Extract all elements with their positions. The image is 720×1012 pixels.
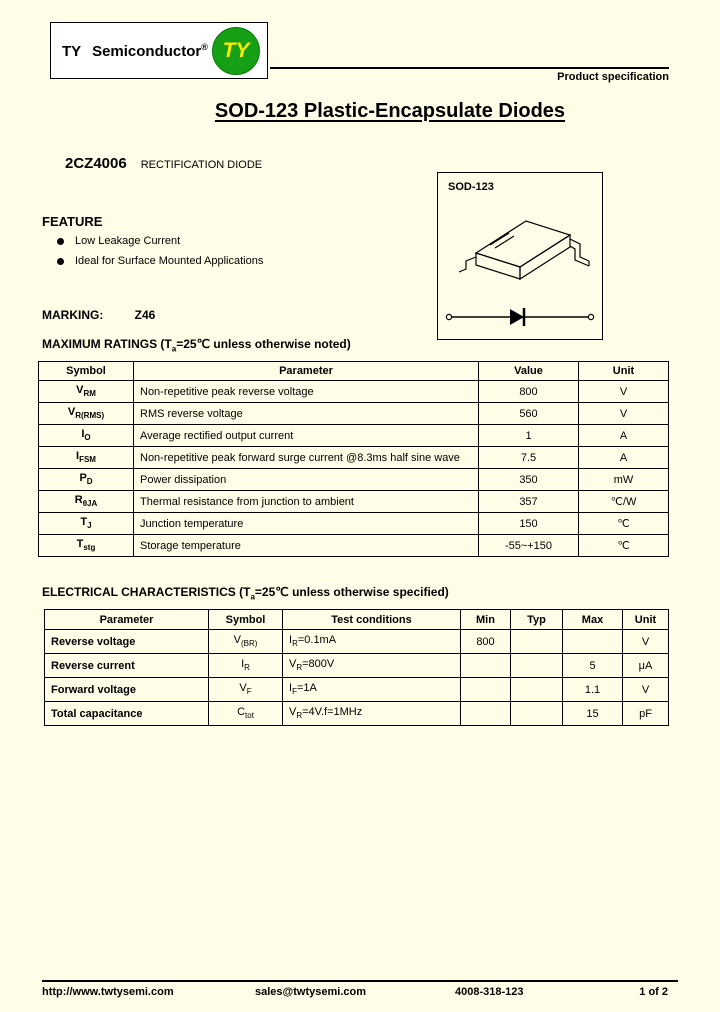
heading-text: =25℃ unless otherwise noted) — [176, 337, 351, 351]
symbol-main: I — [241, 658, 245, 671]
unit-cell: ℃ — [579, 535, 669, 557]
feature-list — [57, 235, 263, 275]
condition-sub: R — [296, 711, 303, 721]
typ-cell — [511, 654, 563, 678]
symbol-cell — [39, 447, 134, 469]
package-3d-drawing — [438, 195, 602, 339]
symbol-cell — [209, 630, 283, 654]
table-row — [39, 381, 669, 403]
marking-line — [42, 308, 155, 322]
typ-cell — [511, 678, 563, 702]
symbol-main: I — [81, 428, 85, 441]
symbol-main: V — [239, 682, 247, 695]
unit-cell: V — [623, 630, 669, 654]
part-number: 2CZ4006 — [65, 155, 127, 172]
symbol-sub: R — [244, 663, 250, 673]
parameter-cell: Junction temperature — [134, 513, 479, 535]
heading-text: MAXIMUM RATINGS (T — [42, 337, 172, 351]
diode-symbol — [446, 308, 594, 326]
table-header-row — [45, 610, 669, 630]
column-header-parameter: Parameter — [45, 610, 209, 630]
symbol-sub: tot — [245, 711, 254, 721]
condition-rest: =4V.f=1MHz — [302, 706, 363, 719]
unit-cell: mW — [579, 469, 669, 491]
value-cell: 560 — [479, 403, 579, 425]
value-cell: 150 — [479, 513, 579, 535]
maximum-ratings-table — [38, 361, 669, 557]
test-conditions-cell — [283, 630, 461, 654]
symbol-sub: O — [84, 433, 91, 443]
symbol-main: T — [76, 538, 84, 551]
unit-cell: ℃ — [579, 513, 669, 535]
unit-cell: A — [579, 425, 669, 447]
condition-sub: F — [292, 687, 297, 697]
symbol-sub: FSM — [79, 455, 96, 465]
unit-cell: ℃/W — [579, 491, 669, 513]
feature-item — [57, 235, 263, 247]
condition-main: I — [289, 634, 293, 647]
value-cell: 1 — [479, 425, 579, 447]
package-diagram-box — [437, 172, 603, 340]
symbol-main: T — [80, 516, 88, 529]
parameter-cell: Non-repetitive peak reverse voltage — [134, 381, 479, 403]
column-header-max: Max — [563, 610, 623, 630]
value-cell: 350 — [479, 469, 579, 491]
parameter-cell: Storage temperature — [134, 535, 479, 557]
unit-cell: V — [579, 403, 669, 425]
symbol-cell — [39, 469, 134, 491]
symbol-sub: RM — [83, 389, 96, 399]
parameter-cell: RMS reverse voltage — [134, 403, 479, 425]
value-cell: 357 — [479, 491, 579, 513]
ty-logo-badge-text: TY — [222, 39, 250, 62]
table-header-row — [39, 362, 669, 381]
symbol-sub: F — [246, 687, 252, 697]
test-conditions-cell — [283, 702, 461, 726]
symbol-cell — [39, 491, 134, 513]
symbol-main: P — [79, 472, 87, 485]
unit-cell: pF — [623, 702, 669, 726]
feature-item — [57, 255, 263, 267]
column-header-unit: Unit — [623, 610, 669, 630]
symbol-sub: J — [87, 521, 92, 531]
parameter-cell: Non-repetitive peak forward surge current @8.3ms half sine wave — [134, 447, 479, 469]
condition-main: I — [289, 682, 293, 695]
symbol-sub: R(RMS) — [75, 411, 105, 421]
page-title: SOD-123 Plastic-Encapsulate Diodes — [214, 100, 566, 122]
symbol-cell — [209, 654, 283, 678]
test-conditions-cell — [283, 678, 461, 702]
symbol-main: R — [74, 494, 83, 507]
symbol-main: V — [76, 384, 84, 397]
unit-cell: A — [579, 447, 669, 469]
ty-logo-badge — [212, 27, 260, 75]
package-body-outline — [459, 221, 589, 279]
column-header-typ: Typ — [511, 610, 563, 630]
typ-cell — [511, 702, 563, 726]
parameter-cell: Power dissipation — [134, 469, 479, 491]
parameter-cell: Average rectified output current — [134, 425, 479, 447]
maximum-ratings-heading — [42, 337, 351, 353]
max-cell: 5 — [563, 654, 623, 678]
bullet-icon — [57, 258, 64, 265]
package-name-label: SOD-123 — [448, 181, 494, 193]
max-cell: 15 — [563, 702, 623, 726]
registered-mark: ® — [201, 41, 208, 52]
marking-value: Z46 — [134, 308, 156, 322]
heading-text: =25℃ unless otherwise specified) — [254, 585, 449, 599]
unit-cell: μA — [623, 654, 669, 678]
value-cell: -55~+150 — [479, 535, 579, 557]
part-category: RECTIFICATION DIODE — [140, 159, 263, 171]
footer-phone: 4008-318-123 — [455, 986, 524, 998]
min-cell — [461, 654, 511, 678]
electrical-characteristics-table — [44, 609, 669, 726]
max-cell: 1.1 — [563, 678, 623, 702]
electrical-characteristics-heading — [42, 585, 449, 601]
feature-text: Low Leakage Current — [75, 235, 181, 247]
condition-rest: =1A — [296, 682, 317, 695]
symbol-cell — [209, 702, 283, 726]
min-cell — [461, 702, 511, 726]
table-row — [39, 447, 669, 469]
footer-page-number: 1 of 2 — [639, 986, 668, 998]
table-row — [39, 425, 669, 447]
bullet-icon — [57, 238, 64, 245]
table-row — [39, 491, 669, 513]
column-header-min: Min — [461, 610, 511, 630]
unit-cell: V — [623, 678, 669, 702]
header-rule — [270, 67, 669, 69]
feature-heading: FEATURE — [42, 214, 103, 229]
table-row — [45, 702, 669, 726]
table-row — [39, 535, 669, 557]
heading-subscript: a — [171, 344, 177, 354]
value-cell: 7.5 — [479, 447, 579, 469]
parameter-cell: Total capacitance — [45, 702, 209, 726]
company-logo — [50, 22, 268, 79]
table-row — [45, 678, 669, 702]
condition-rest: =800V — [302, 658, 335, 671]
min-cell: 800 — [461, 630, 511, 654]
parameter-cell: Reverse voltage — [45, 630, 209, 654]
column-header-unit: Unit — [579, 362, 669, 381]
feature-text: Ideal for Surface Mounted Applications — [75, 255, 264, 267]
column-header-value: Value — [479, 362, 579, 381]
table-row — [45, 654, 669, 678]
condition-rest: =0.1mA — [297, 634, 337, 647]
condition-sub: R — [296, 663, 303, 673]
parameter-cell: Forward voltage — [45, 678, 209, 702]
test-conditions-cell — [283, 654, 461, 678]
table-row — [39, 513, 669, 535]
symbol-main: V — [233, 634, 241, 647]
parameter-cell: Thermal resistance from junction to ambient — [134, 491, 479, 513]
company-name — [62, 42, 208, 60]
max-cell — [563, 630, 623, 654]
parameter-cell: Reverse current — [45, 654, 209, 678]
footer-rule — [42, 980, 678, 982]
symbol-sub: (BR) — [240, 639, 258, 649]
condition-main: V — [289, 706, 297, 719]
symbol-cell — [39, 535, 134, 557]
symbol-cell — [39, 381, 134, 403]
marking-label: MARKING: — [42, 308, 104, 322]
symbol-cell — [39, 403, 134, 425]
column-header-symbol: Symbol — [209, 610, 283, 630]
min-cell — [461, 678, 511, 702]
symbol-cell — [39, 425, 134, 447]
part-line — [65, 155, 262, 172]
company-name-text: TY Semiconductor — [62, 42, 202, 60]
symbol-sub: θJA — [82, 499, 98, 509]
column-header-parameter: Parameter — [134, 362, 479, 381]
heading-text: ELECTRICAL CHARACTERISTICS (T — [42, 585, 251, 599]
symbol-main: I — [76, 450, 80, 463]
table-row — [39, 469, 669, 491]
table-row — [45, 630, 669, 654]
unit-cell: V — [579, 381, 669, 403]
symbol-sub: stg — [83, 543, 96, 553]
condition-sub: R — [292, 639, 298, 649]
footer-email: sales@twtysemi.com — [255, 986, 366, 998]
symbol-main: C — [237, 706, 246, 719]
symbol-main: V — [67, 406, 76, 419]
footer-website: http://www.twtysemi.com — [42, 986, 174, 998]
column-header-symbol: Symbol — [39, 362, 134, 381]
value-cell: 800 — [479, 381, 579, 403]
symbol-cell — [39, 513, 134, 535]
table-row — [39, 403, 669, 425]
typ-cell — [511, 630, 563, 654]
column-header-test-conditions: Test conditions — [283, 610, 461, 630]
condition-main: V — [289, 658, 297, 671]
heading-subscript: a — [250, 592, 255, 602]
product-specification-label: Product specification — [557, 71, 669, 83]
symbol-sub: D — [86, 477, 93, 487]
symbol-cell — [209, 678, 283, 702]
